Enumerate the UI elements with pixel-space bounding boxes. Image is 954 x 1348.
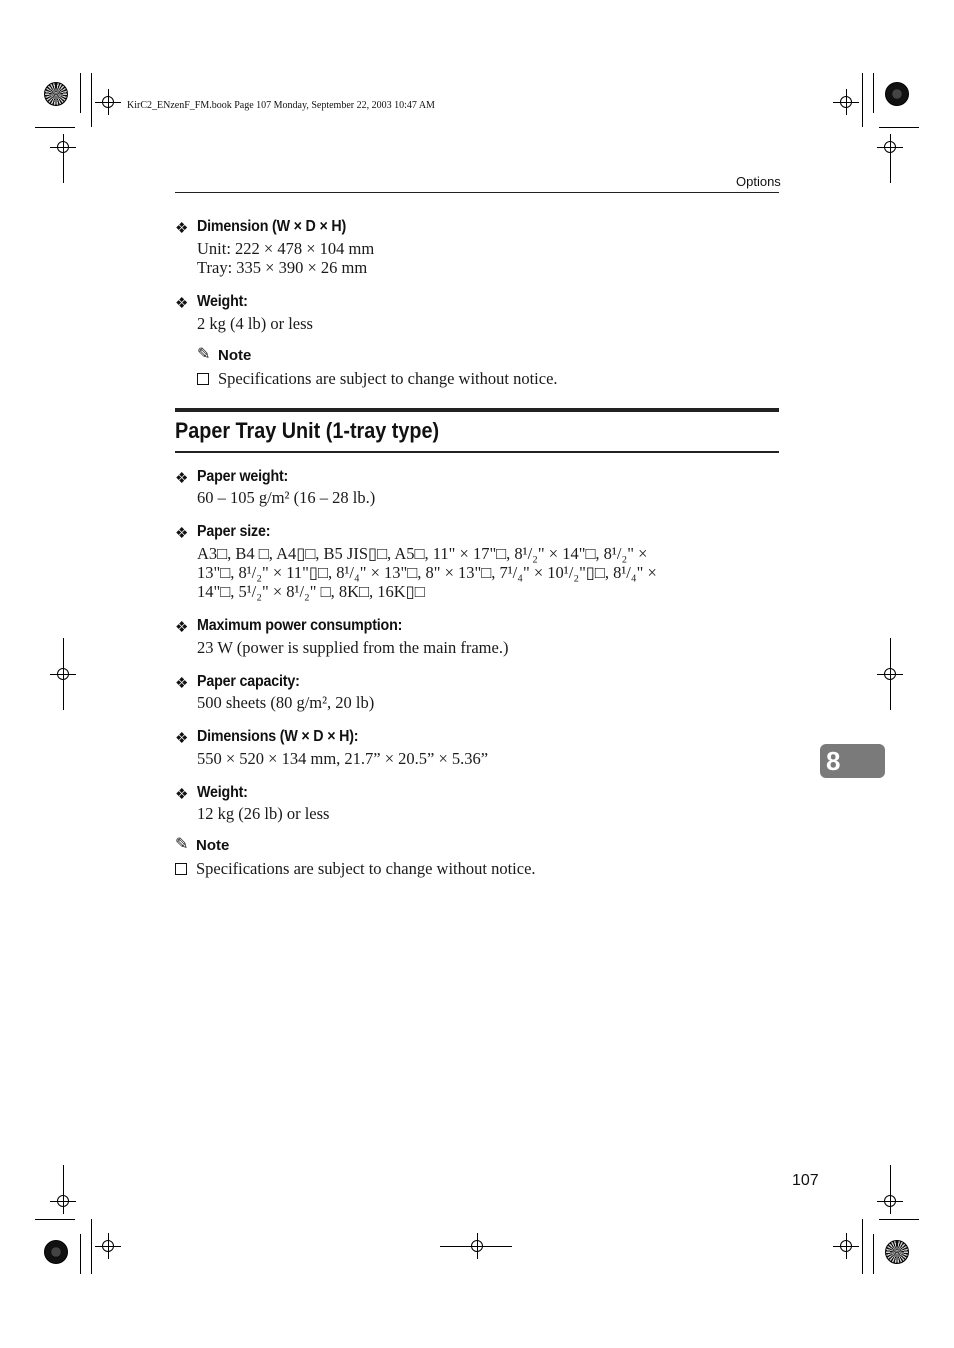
registration-mark-icon	[102, 1240, 114, 1252]
crop-mark	[890, 155, 891, 183]
weight-value: 2 kg (4 lb) or less	[197, 314, 313, 333]
paper-size-line-1: A3□, B4 □, A4▯□, B5 JIS▯□, A5□, 11" × 17"□, 8¹/₂" × 14"□, 8¹/₂" ×	[197, 544, 648, 563]
crop-mark	[873, 73, 874, 113]
diamond-bullet-icon: ❖	[175, 731, 189, 747]
note-item-2: Specifications are subject to change without notice.	[196, 859, 536, 878]
note-item: Specifications are subject to change without notice.	[218, 369, 558, 388]
dimension-tray: Tray: 335 × 390 × 26 mm	[197, 258, 368, 277]
diamond-bullet-icon: ❖	[175, 221, 189, 237]
registration-mark-icon	[840, 1240, 852, 1252]
registration-mark-icon	[884, 141, 896, 153]
checkbox-icon	[197, 373, 209, 385]
dimension-unit: Unit: 222 × 478 × 104 mm	[197, 239, 375, 258]
registration-mark-icon	[57, 141, 69, 153]
dimension-label: Dimension (W × D × H)	[197, 218, 347, 235]
paper-weight-value: 60 – 105 g/m² (16 – 28 lb.)	[197, 488, 376, 507]
page-number: 107	[792, 1172, 819, 1189]
section-title: Paper Tray Unit (1-tray type)	[175, 418, 440, 443]
header-rule	[175, 192, 779, 193]
crop-mark	[890, 1165, 891, 1193]
color-target-icon	[885, 82, 909, 106]
dimensions-value: 550 × 520 × 134 mm, 21.7” × 20.5” × 5.36”	[197, 749, 489, 768]
crop-mark	[862, 73, 863, 127]
crop-mark	[890, 638, 891, 710]
pencil-note-icon: ✎	[197, 346, 211, 363]
diamond-bullet-icon: ❖	[175, 787, 189, 803]
section-bottom-rule	[175, 451, 779, 453]
crop-mark	[80, 1234, 81, 1274]
section-top-rule	[175, 408, 779, 412]
crop-mark	[35, 1219, 75, 1220]
color-target-icon	[885, 1240, 909, 1264]
diamond-bullet-icon: ❖	[175, 471, 189, 487]
diamond-bullet-icon: ❖	[175, 676, 189, 692]
note-heading-2: Note	[196, 837, 230, 854]
crop-mark	[35, 127, 75, 128]
crop-mark	[440, 1246, 512, 1247]
paper-capacity-label: Paper capacity:	[197, 673, 300, 690]
registration-mark-icon	[884, 1195, 896, 1207]
crop-mark	[91, 1219, 92, 1274]
crop-mark	[879, 1219, 919, 1220]
crop-mark	[63, 1165, 64, 1193]
checkbox-icon	[175, 863, 187, 875]
weight-label-2: Weight:	[197, 784, 248, 801]
paper-weight-label: Paper weight:	[197, 468, 289, 485]
crop-mark	[91, 73, 92, 127]
crop-mark	[862, 1219, 863, 1274]
registration-mark-icon	[840, 96, 852, 108]
diamond-bullet-icon: ❖	[175, 620, 189, 636]
diamond-bullet-icon: ❖	[175, 526, 189, 542]
file-header: KirC2_ENzenF_FM.book Page 107 Monday, September 22, 2003 10:47 AM	[127, 100, 435, 111]
note-heading: Note	[218, 347, 252, 364]
weight-value-2: 12 kg (26 lb) or less	[197, 804, 330, 823]
crop-mark	[80, 73, 81, 113]
crop-mark	[63, 155, 64, 183]
crop-mark	[63, 638, 64, 710]
registration-mark-icon	[102, 96, 114, 108]
dimensions-label: Dimensions (W × D × H):	[197, 728, 359, 745]
registration-mark-icon	[57, 1195, 69, 1207]
paper-size-line-3: 14"□, 5¹/₂" × 8¹/₂" □, 8K□, 16K▯□	[197, 582, 425, 601]
crop-mark	[873, 1234, 874, 1274]
paper-size-label: Paper size:	[197, 523, 271, 540]
color-target-icon	[44, 1240, 68, 1264]
chapter-tab: 8	[820, 744, 885, 778]
diamond-bullet-icon: ❖	[175, 296, 189, 312]
running-header: Options	[736, 174, 781, 189]
paper-size-line-2: 13"□, 8¹/₂" × 11"▯□, 8¹/₄" × 13"□, 8" × 13"□, 7¹/₄" × 10¹/₂"▯□, 8¹/₄" ×	[197, 563, 657, 582]
weight-label: Weight:	[197, 293, 248, 310]
crop-mark	[879, 127, 919, 128]
paper-capacity-value: 500 sheets (80 g/m², 20 lb)	[197, 693, 375, 712]
max-power-label: Maximum power consumption:	[197, 617, 403, 634]
pencil-note-icon: ✎	[175, 836, 189, 853]
max-power-value: 23 W (power is supplied from the main frame.)	[197, 638, 509, 657]
color-target-icon	[44, 82, 68, 106]
